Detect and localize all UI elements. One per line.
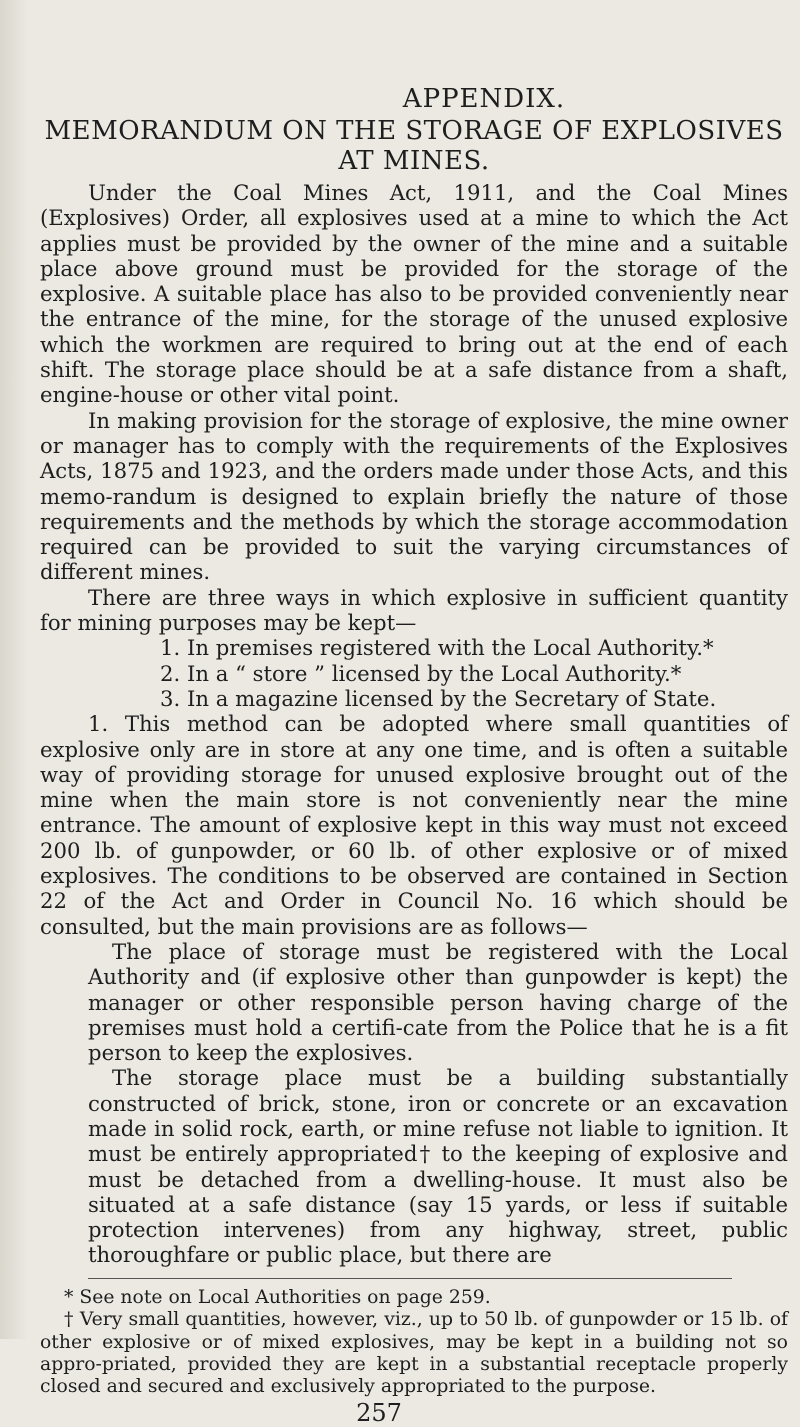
- footnote: † Very small quantities, however, viz., up to 50 lb. of gunpowder or 15 lb. of other explosive or of mixed explosives, may be kept in a building not so appro-priated, provided they are kept in a substantial receptacle properly closed and secured and exclusively appropriated to the purpose.: [40, 1309, 788, 1398]
- appendix-heading: APPENDIX.: [402, 84, 566, 114]
- document-page: [40, 84, 788, 1427]
- page-edge-shadow: [0, 0, 28, 1339]
- footnote-divider: [88, 1278, 732, 1279]
- page-number: 257: [356, 1398, 402, 1427]
- list-item: 2. In a “ store ” licensed by the Local Authority.*: [160, 660, 682, 686]
- paragraph: 1. This method can be adopted where small quantities of explosive only are in store at any one time, and is often a suitable way of providing storage for unused explosive brought out of the mine when the main store is not conveniently near the mine entrance. The amount of explosive kept in this way must not exceed 200 lb. of gunpowder, or 60 lb. of other explosive or of mixed explosives. The conditions to be observed are contained in Section 22 of the Act and Order in Council No. 16 which should be consulted, but the main provisions are as follows—: [40, 711, 788, 939]
- list-item: 3. In a magazine licensed by the Secretary of State.: [160, 685, 717, 711]
- paragraph: The storage place must be a building substantially constructed of brick, stone, iron or concrete or an excavation made in solid rock, earth, or mine refuse not liable to ignition. It must be entirely appropriated† to the keeping of explosive and must be detached from a dwelling-house. It must also be situated at a safe distance (say 15 yards, or less if suitable protection intervenes) from any highway, street, public thoroughfare or public place, but there are: [88, 1065, 788, 1268]
- methods-list: [40, 635, 788, 711]
- body-text: [40, 180, 788, 1268]
- provisions: [40, 939, 788, 1268]
- footnote: * See note on Local Authorities on page 259.: [64, 1286, 491, 1308]
- paragraph: Under the Coal Mines Act, 1911, and the Coal Mines (Explosives) Order, all explosives used at a mine to which the Act applies must be provided by the owner of the mine and a suitable place above ground must be provided for the storage of the explosive. A suitable place has also to be provided conveniently near the entrance of the mine, for the storage of the unused explosive which the workmen are required to bring out at the end of each shift. The storage place should be at a safe distance from a shaft, engine-house or other vital point.: [40, 180, 788, 408]
- memorandum-title: MEMORANDUM ON THE STORAGE OF EXPLOSIVES AT MINES.: [44, 116, 784, 176]
- list-item: 1. In premises registered with the Local Authority.*: [160, 635, 714, 661]
- paragraph: There are three ways in which explosive in sufficient quantity for mining purposes may be kept—: [40, 584, 788, 636]
- footnotes: [40, 1287, 788, 1399]
- paragraph: In making provision for the storage of explosive, the mine owner or manager has to comply with the requirements of the Explosives Acts, 1875 and 1923, and the orders made under those Acts, and this memo-randum is designed to explain briefly the nature of those requirements and the methods by which the storage accommodation required can be provided to suit the varying circumstances of different mines.: [40, 407, 788, 585]
- paragraph: The place of storage must be registered with the Local Authority and (if explosive other than gunpowder is kept) the manager or other responsible person having charge of the premises must hold a certifi-cate from the Police that he is a fit person to keep the explosives.: [88, 938, 788, 1066]
